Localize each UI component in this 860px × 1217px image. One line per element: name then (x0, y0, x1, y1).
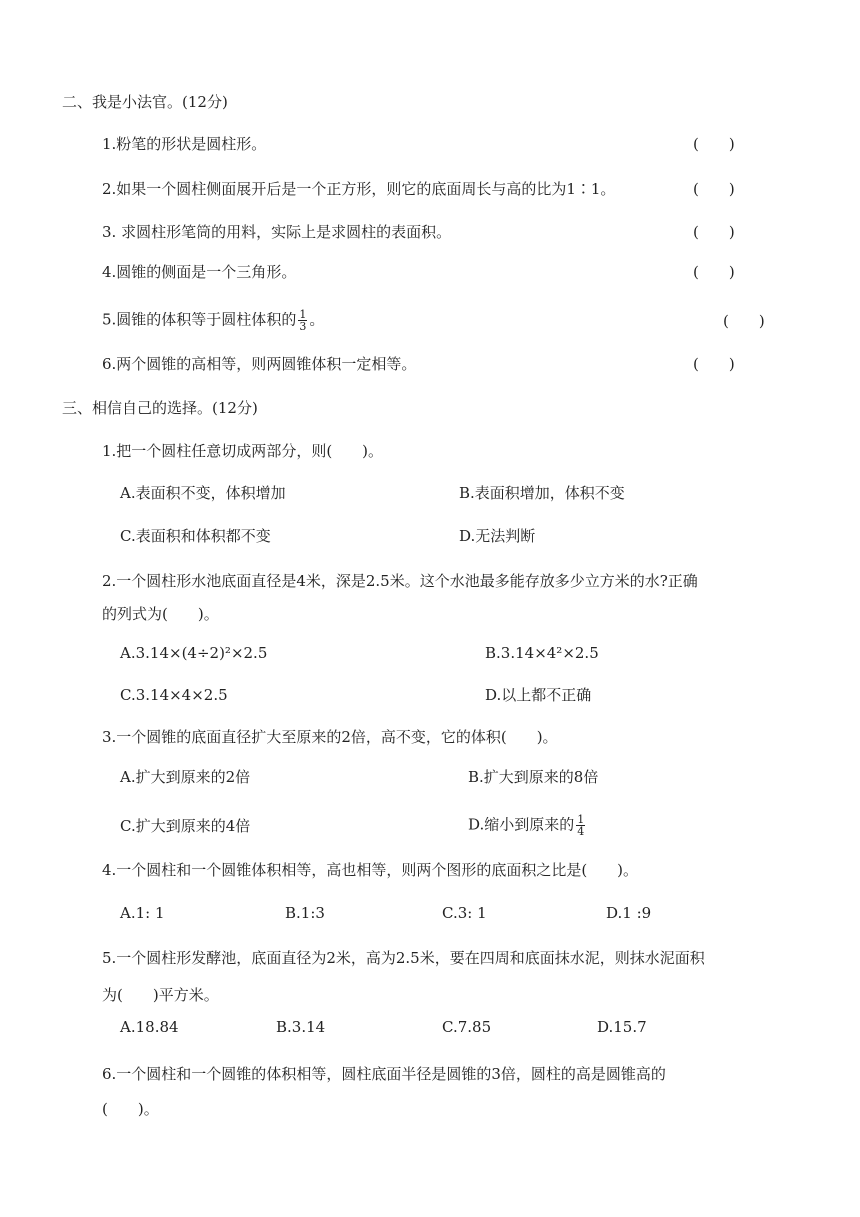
section-2-title: 二、我是小法官。(12分) (62, 93, 228, 111)
choice-q3-stem: 3.一个圆锥的底面直径扩大至原来的2倍，高不变，它的体积( )。 (102, 728, 558, 746)
choice-q3-option-c[interactable]: C.扩大到原来的4倍 (120, 817, 251, 835)
judge-item-5-text: 5.圆锥的体积等于圆柱体积的 (102, 310, 297, 329)
choice-q5-option-c[interactable]: C.7.85 (442, 1018, 492, 1036)
fraction-one-quarter: $\frac{1}{4}$ (577, 813, 585, 838)
choice-q2-option-d[interactable]: D.以上都不正确 (485, 686, 592, 704)
judge-answer-3[interactable]: ( ) (693, 223, 735, 241)
choice-q2-stem-line2: 的列式为( )。 (102, 605, 219, 623)
choice-q3-option-d[interactable] (468, 814, 587, 837)
fraction-one-third: $\frac{1}{3}$ (299, 308, 307, 333)
choice-q3-option-d-text: D.缩小到原来的 (468, 815, 575, 834)
judge-item-1: 1.粉笔的形状是圆柱形。 (102, 135, 267, 153)
choice-q5-option-b[interactable]: B.3.14 (276, 1018, 326, 1036)
judge-answer-4[interactable]: ( ) (693, 263, 735, 281)
judge-item-3: 3. 求圆柱形笔筒的用料，实际上是求圆柱的表面积。 (102, 223, 452, 241)
choice-q5-stem-line1: 5.一个圆柱形发酵池，底面直径为2米，高为2.5米，要在四周和底面抹水泥，则抹水泥面积 (102, 949, 705, 967)
choice-q4-stem: 4.一个圆柱和一个圆锥体积相等，高也相等，则两个图形的底面积之比是( )。 (102, 861, 639, 879)
choice-q2-option-a[interactable]: A.3.14×(4÷2)²×2.5 (120, 644, 268, 662)
judge-item-4: 4.圆锥的侧面是一个三角形。 (102, 263, 297, 281)
judge-item-5 (102, 309, 324, 332)
choice-q5-stem-line2: 为( )平方米。 (102, 986, 219, 1004)
choice-q6-stem-line2: ( )。 (102, 1100, 159, 1118)
choice-q4-option-d[interactable]: D.1 :9 (606, 904, 652, 922)
choice-q2-stem-line1: 2.一个圆柱形水池底面直径是4米，深是2.5米。这个水池最多能存放多少立方米的水?正确 (102, 572, 698, 590)
choice-q4-option-b[interactable]: B.1:3 (285, 904, 325, 922)
section-3-title: 三、相信自己的选择。(12分) (62, 399, 258, 417)
choice-q1-option-b[interactable]: B.表面积增加，体积不变 (459, 484, 625, 502)
judge-item-5-end: 。 (309, 310, 325, 329)
judge-item-6: 6.两个圆锥的高相等，则两圆锥体积一定相等。 (102, 355, 417, 373)
choice-q1-option-d[interactable]: D.无法判断 (459, 527, 536, 545)
choice-q6-stem-line1: 6.一个圆柱和一个圆锥的体积相等，圆柱底面半径是圆锥的3倍，圆柱的高是圆锥高的 (102, 1065, 666, 1083)
judge-item-2: 2.如果一个圆柱侧面展开后是一个正方形，则它的底面周长与高的比为1∶1。 (102, 180, 616, 198)
choice-q1-option-c[interactable]: C.表面积和体积都不变 (120, 527, 271, 545)
judge-answer-5[interactable]: ( ) (723, 312, 765, 330)
choice-q2-option-c[interactable]: C.3.14×4×2.5 (120, 686, 228, 704)
choice-q5-option-a[interactable]: A.18.84 (120, 1018, 179, 1036)
choice-q4-option-a[interactable]: A.1: 1 (120, 904, 165, 922)
choice-q2-option-b[interactable]: B.3.14×4²×2.5 (485, 644, 599, 662)
choice-q3-option-b[interactable]: B.扩大到原来的8倍 (468, 768, 599, 786)
choice-q1-stem: 1.把一个圆柱任意切成两部分，则( )。 (102, 442, 384, 460)
judge-answer-2[interactable]: ( ) (693, 180, 735, 198)
judge-answer-1[interactable]: ( ) (693, 135, 735, 153)
choice-q5-option-d[interactable]: D.15.7 (597, 1018, 647, 1036)
choice-q3-option-a[interactable]: A.扩大到原来的2倍 (120, 768, 251, 786)
choice-q1-option-a[interactable]: A.表面积不变，体积增加 (120, 484, 286, 502)
judge-answer-6[interactable]: ( ) (693, 355, 735, 373)
choice-q4-option-c[interactable]: C.3: 1 (442, 904, 487, 922)
